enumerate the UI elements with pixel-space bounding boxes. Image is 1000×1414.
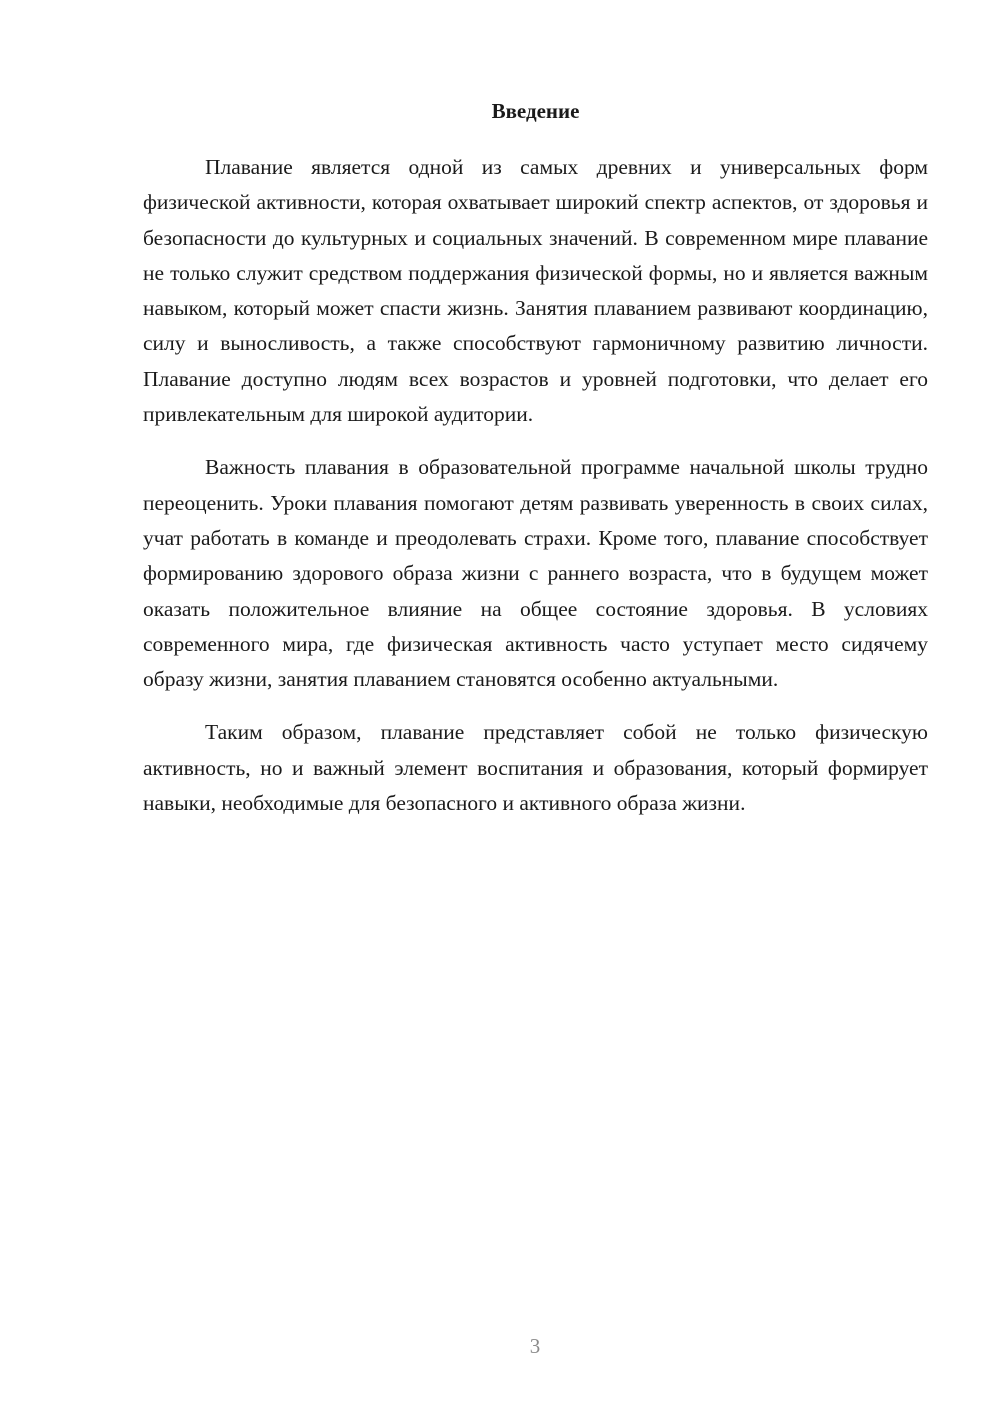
page-number: 3 (529, 1334, 541, 1358)
paragraph-2: Важность плавания в образовательной программе начальной школы трудно переоценить. Уроки плавания помогают детям развивать уверенность в своих силах, учат работать в команде и преодолевать страхи. Кроме того, плавание способствует формированию здорового образа жизни с раннего возраста, что в будущем может оказать положительное влияние на общее состояние здоровья. В условиях современного мира, где физическая активность часто уступает место сидячему образу жизни, занятия плаванием становятся особенно актуальными. (143, 455, 928, 692)
page-body (143, 92, 928, 839)
paragraph-3: Таким образом, плавание представляет собой не только физическую активность, но и важный элемент воспитания и образования, который формирует навыки, необходимые для безопасного и активного образа жизни. (143, 720, 928, 816)
paragraph-1: Плавание является одной из самых древних и универсальных форм физической активности, которая охватывает широкий спектр аспектов, от здоровья и безопасности до культурных и социальных значений. В современном мире плавание не только служит средством поддержания физической формы, но и является важным навыком, который может спасти жизнь. Занятия плаванием развивают координацию, силу и выносливость, а также способствуют гармоничному развитию личности. Плавание доступно людям всех возрастов и уровней подготовки, что делает его привлекательным для широкой аудитории. (143, 155, 928, 427)
section-heading: Введение (491, 99, 580, 123)
